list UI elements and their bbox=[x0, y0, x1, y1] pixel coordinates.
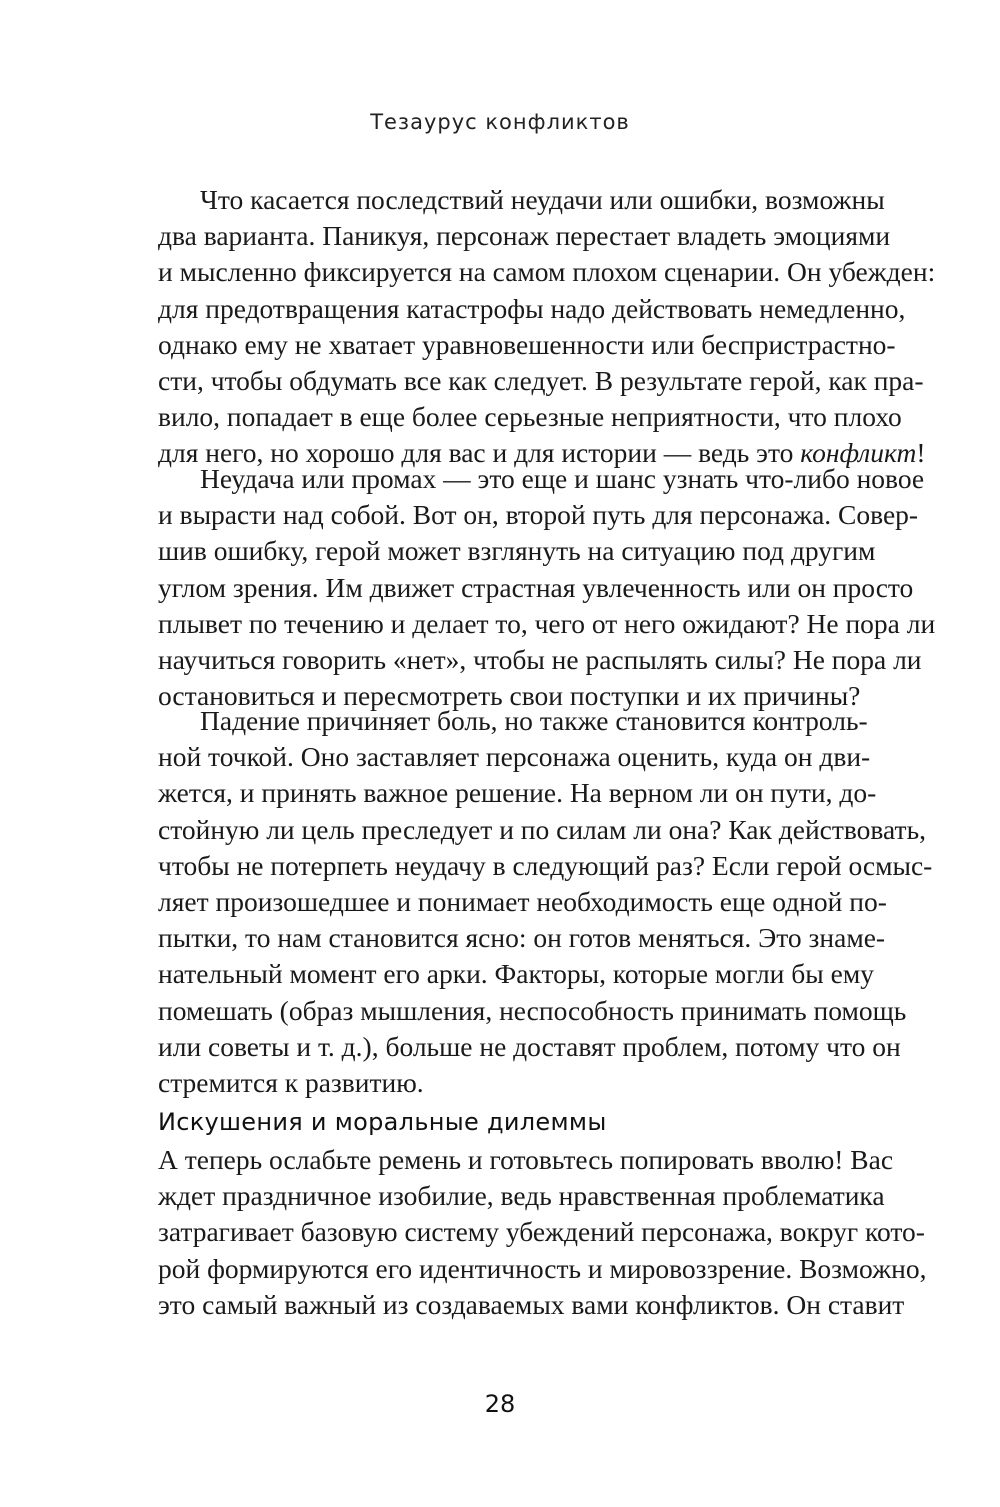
paragraph-3 bbox=[158, 703, 933, 1101]
text-line: или советы и т. д.), больше не доставят проблем, потому что он bbox=[158, 1030, 901, 1062]
text-line: А теперь ослабьте ремень и готовьтесь попировать вволю! Вас bbox=[158, 1144, 894, 1175]
text-line: для предотвращения катастрофы надо действовать немедленно, bbox=[158, 292, 906, 324]
text-line: Что касается последствий неудачи или ошибки, возможны bbox=[200, 184, 885, 215]
text-line: стремится к развитию. bbox=[158, 1066, 424, 1098]
text-line: два варианта. Паникуя, персонаж перестает владеть эмоциями bbox=[158, 220, 891, 252]
text-line: Падение причиняет боль, но также становится контроль- bbox=[200, 705, 868, 736]
text-line: и мысленно фиксируется на самом плохом сценарии. Он убежден: bbox=[158, 256, 936, 288]
text-fragment: ! bbox=[916, 437, 926, 469]
text-line: помешать (образ мышления, неспособность принимать помощь bbox=[158, 994, 907, 1026]
text-line: и вырасти над собой. Вот он, второй путь для персонажа. Совер- bbox=[158, 499, 919, 531]
text-line: нательный момент его арки. Факторы, которые могли бы ему bbox=[158, 958, 874, 990]
text-line: научиться говорить «нет», чтобы не распылять силы? Не пора ли bbox=[158, 643, 922, 675]
text-line: ляет произошедшее и понимает необходимость еще одной по- bbox=[158, 885, 887, 917]
text-line: стойную ли цель преследует и по силам ли она? Как действовать, bbox=[158, 813, 926, 845]
text-line: это самый важный из создаваемых вами конфликтов. Он ставит bbox=[158, 1288, 905, 1320]
running-head: Тезаурус конфликтов bbox=[370, 110, 630, 134]
text-line: ной точкой. Оно заставляет персонажа оценить, куда он дви- bbox=[158, 741, 871, 773]
text-line: затрагивает базовую систему убеждений персонажа, вокруг кото- bbox=[158, 1216, 925, 1248]
text-line: остановиться и пересмотреть свои поступки и их причины? bbox=[158, 680, 861, 712]
text-line: шив ошибку, герой может взглянуть на ситуацию под другим bbox=[158, 535, 876, 567]
text-line: вило, попадает в еще более серьезные неприятности, что плохо bbox=[158, 401, 902, 433]
text-line: углом зрения. Им движет страстная увлеченность или он просто bbox=[158, 571, 914, 603]
text-line: чтобы не потерпеть неудачу в следующий раз? Если герой осмыс- bbox=[158, 849, 933, 881]
text-line: сти, чтобы обдумать все как следует. В результате герой, как пра- bbox=[158, 364, 924, 396]
paragraph-4 bbox=[158, 1142, 927, 1323]
text-line: пытки, то нам становится ясно: он готов меняться. Это знаме- bbox=[158, 922, 886, 954]
paragraph-2 bbox=[158, 461, 936, 714]
section-heading: Искушения и моральные дилеммы bbox=[158, 1108, 607, 1136]
text-line: однако ему не хватает уравновешенности или беспристрастно- bbox=[158, 328, 896, 360]
text-line: жется, и принять важное решение. На верном ли он пути, до- bbox=[158, 777, 877, 809]
text-line: ждет праздничное изобилие, ведь нравственная проблематика bbox=[158, 1180, 885, 1212]
text-fragment: для него, но хорошо для вас и для истории — ведь это bbox=[158, 437, 801, 469]
text-line: рой формируются его идентичность и мировоззрение. Возможно, bbox=[158, 1252, 927, 1284]
text-line: Неудача или промах — это еще и шанс узнать что-либо новое bbox=[200, 463, 925, 494]
paragraph-1 bbox=[158, 182, 936, 472]
page-number: 28 bbox=[484, 1390, 516, 1418]
emphasized-word: конфликт bbox=[800, 437, 917, 469]
text-line: плывет по течению и делает то, чего от него ожидают? Не пора ли bbox=[158, 607, 936, 639]
